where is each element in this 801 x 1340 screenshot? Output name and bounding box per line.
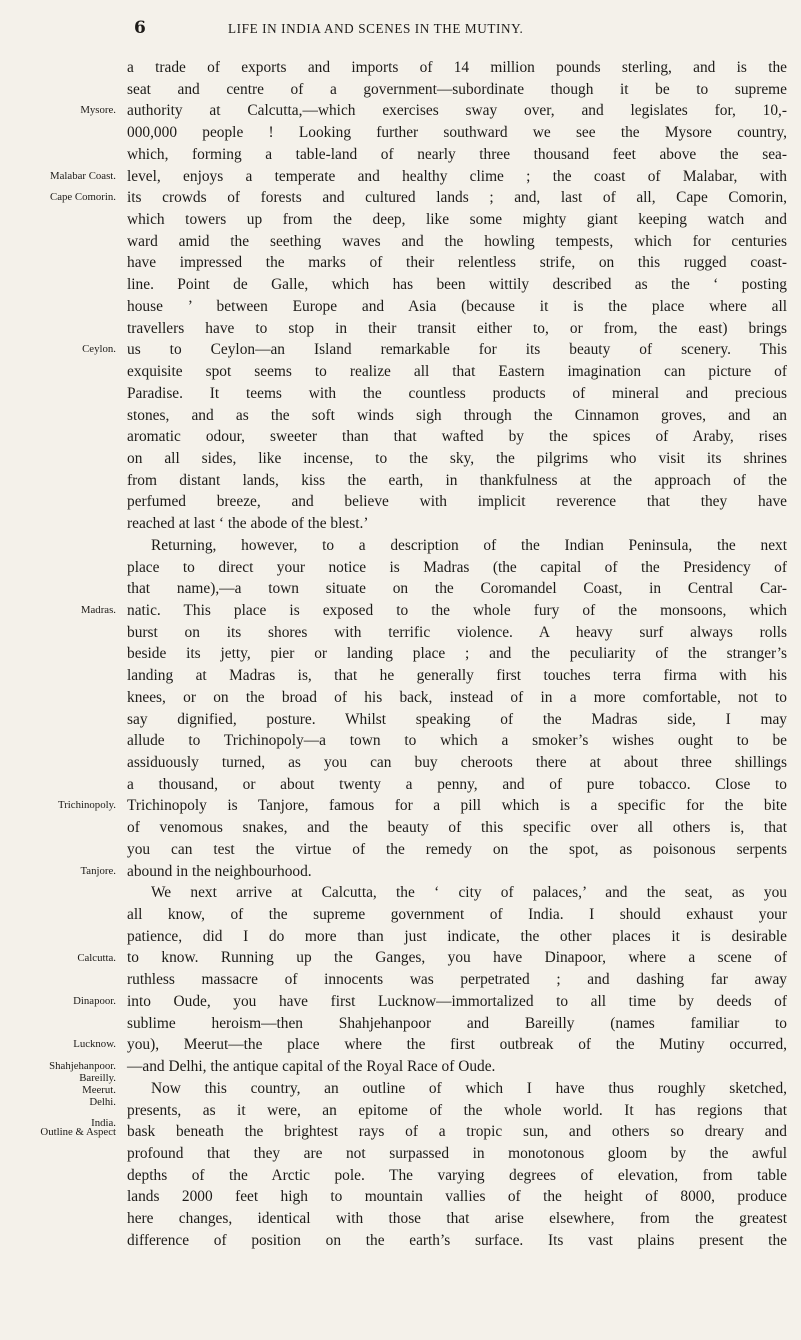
text-line: level, enjoys a temperate and healthy clime ; the coast of Malabar, with: [127, 167, 787, 185]
text-line: line. Point de Galle, which has been wittily described as the ‘ posting: [127, 276, 787, 294]
margin-note: Delhi.: [89, 1095, 116, 1108]
text-line: a trade of exports and imports of 14 million pounds sterling, and is the: [127, 59, 787, 76]
text-line: burst on its shores with terrific violence. A heavy surf always rolls: [127, 623, 787, 641]
text-line: knees, or on the broad of his back, instead of in a more comfortable, not to: [127, 688, 787, 706]
margin-note: Meerut.: [82, 1084, 116, 1096]
text-line: exquisite spot seems to realize all that Eastern imagination can picture of: [127, 363, 787, 381]
text-line: to know. Running up the Ganges, you have Dinapoor, where a scene of: [127, 949, 787, 967]
text-line: have impressed the marks of their relentless strife, on this rugged coast-: [127, 254, 787, 272]
text-line: profound that they are not surpassed in monotonous gloom by the awful: [127, 1144, 787, 1162]
text-line: Paradise. It teems with the countless products of mineral and precious: [127, 384, 787, 402]
text-line: that name),—a town situate on the Coromandel Coast, in Central Car-: [127, 580, 787, 598]
text-line: a thousand, or about twenty a penny, and of pure tobacco. Close to: [127, 775, 787, 793]
margin-note: Cape Comorin.: [50, 191, 116, 204]
text-line: Returning, however, to a description of the Indian Peninsula, the next: [151, 536, 787, 554]
text-line: place to direct your notice is Madras (the capital of the Presidency of: [127, 558, 787, 576]
text-line: on all sides, like incense, to the sky, the pilgrims who visit its shrines: [127, 449, 787, 467]
text-line: perfumed breeze, and believe with implicit reverence that they have: [127, 493, 787, 511]
page-number: 6: [134, 18, 146, 38]
text-line: —and Delhi, the antique capital of the Royal Race of Oude.: [127, 1058, 496, 1076]
text-line: seat and centre of a government—subordinate though it be to supreme: [127, 80, 787, 98]
text-line: into Oude, you have first Lucknow—immortalized to all time by deeds of: [127, 992, 787, 1010]
text-line: stones, and as the soft winds sigh through the Cinnamon groves, and an: [127, 406, 787, 424]
margin-note: Malabar Coast.: [50, 169, 116, 182]
margin-note: Dinapoor.: [73, 994, 116, 1007]
text-line: authority at Calcutta,—which exercises sway over, and legislates for, 10,-: [127, 102, 787, 120]
margin-note: Lucknow.: [73, 1038, 116, 1051]
text-line: abound in the neighbourhood.: [127, 862, 312, 880]
text-line: from distant lands, kiss the earth, in thankfulness at the approach of the: [127, 471, 787, 489]
text-line: allude to Trichinopoly—a town to which a smoker’s wishes ought to be: [127, 732, 787, 750]
text-line: patience, did I do more than just indicate, the other places it is desirable: [127, 927, 787, 945]
text-line: depths of the Arctic pole. The varying degrees of elevation, from table: [127, 1166, 787, 1184]
text-line: ruthless massacre of innocents was perpetrated ; and dashing far away: [127, 971, 787, 989]
page-header: [0, 14, 801, 44]
text-line: lands 2000 feet high to mountain vallies of the height of 8000, produce: [127, 1188, 787, 1206]
margin-note: Tanjore.: [80, 864, 116, 877]
text-line: its crowds of forests and cultured lands ; and, last of all, Cape Comorin,: [127, 189, 787, 207]
text-line: say dignified, posture. Whilst speaking of the Madras side, I may: [127, 710, 787, 728]
text-line: of venomous snakes, and the beauty of this specific over all others is, that: [127, 819, 787, 837]
text-line: aromatic odour, sweeter than that wafted by the spices of Araby, rises: [127, 428, 787, 446]
text-line: Trichinopoly is Tanjore, famous for a pill which is a specific for the bite: [127, 797, 787, 815]
text-line: beside its jetty, pier or landing place ; and the peculiarity of the stranger’s: [127, 645, 787, 663]
margin-note: Mysore.: [80, 104, 116, 117]
text-line: presents, as it were, an epitome of the whole world. It has regions that: [127, 1101, 787, 1119]
text-line: sublime heroism—then Shahjehanpoor and Bareilly (names familiar to: [127, 1014, 787, 1032]
text-line: you), Meerut—the place where the first outbreak of the Mutiny occurred,: [127, 1036, 787, 1054]
text-line: bask beneath the brightest rays of a tropic sun, and others so dreary and: [127, 1123, 787, 1141]
margin-note: Calcutta.: [77, 951, 116, 964]
text-line: all know, of the supreme government of India. I should exhaust your: [127, 906, 787, 924]
text-line: ward amid the seething waves and the howling tempests, which for centuries: [127, 232, 787, 250]
text-line: reached at last ‘ the abode of the blest.’: [127, 515, 369, 533]
text-line: difference of position on the earth’s surface. Its vast plains present the: [127, 1231, 787, 1249]
margin-note: Bareilly.: [79, 1072, 116, 1085]
text-line: here changes, identical with those that arise elsewhere, from the greatest: [127, 1210, 787, 1228]
margin-note: Trichinopoly.: [58, 799, 116, 812]
running-head: LIFE IN INDIA AND SCENES IN THE MUTINY.: [228, 21, 524, 36]
text-line: We next arrive at Calcutta, the ‘ city of palaces,’ and the seat, as you: [151, 884, 787, 902]
margin-note: Ceylon.: [82, 343, 116, 356]
text-line: house ’ between Europe and Asia (because it is the place where all: [127, 297, 787, 315]
text-line: travellers have to stop in their transit either to, or from, the east) brings: [127, 319, 787, 337]
body-text: [127, 57, 787, 1252]
margin-note: Shahjehanpoor.: [49, 1060, 116, 1073]
text-line: which towers up from the deep, like some mighty giant keeping watch and: [127, 211, 787, 229]
margin-note: Madras.: [80, 604, 116, 616]
text-line: Now this country, an outline of which I have thus roughly sketched,: [151, 1079, 787, 1097]
margin-notes: [0, 0, 120, 1340]
text-line: assiduously turned, as you can buy cheroots there at about three shillings: [127, 754, 787, 771]
text-line: 000,000 people ! Looking further southward we see the Mysore country,: [127, 124, 787, 142]
margin-note: Outline & Aspect: [40, 1126, 116, 1139]
margin-note: India.: [91, 1116, 116, 1129]
text-line: us to Ceylon—an Island remarkable for its beauty of scenery. This: [127, 341, 787, 359]
text-line: natic. This place is exposed to the whole fury of the monsoons, which: [127, 601, 787, 619]
text-line: you can test the virtue of the remedy on the spot, as poisonous serpents: [127, 840, 787, 858]
text-line: landing at Madras is, that he generally first touches terra firma with his: [127, 667, 787, 685]
text-line: which, forming a table-land of nearly three thousand feet above the sea-: [127, 145, 787, 163]
